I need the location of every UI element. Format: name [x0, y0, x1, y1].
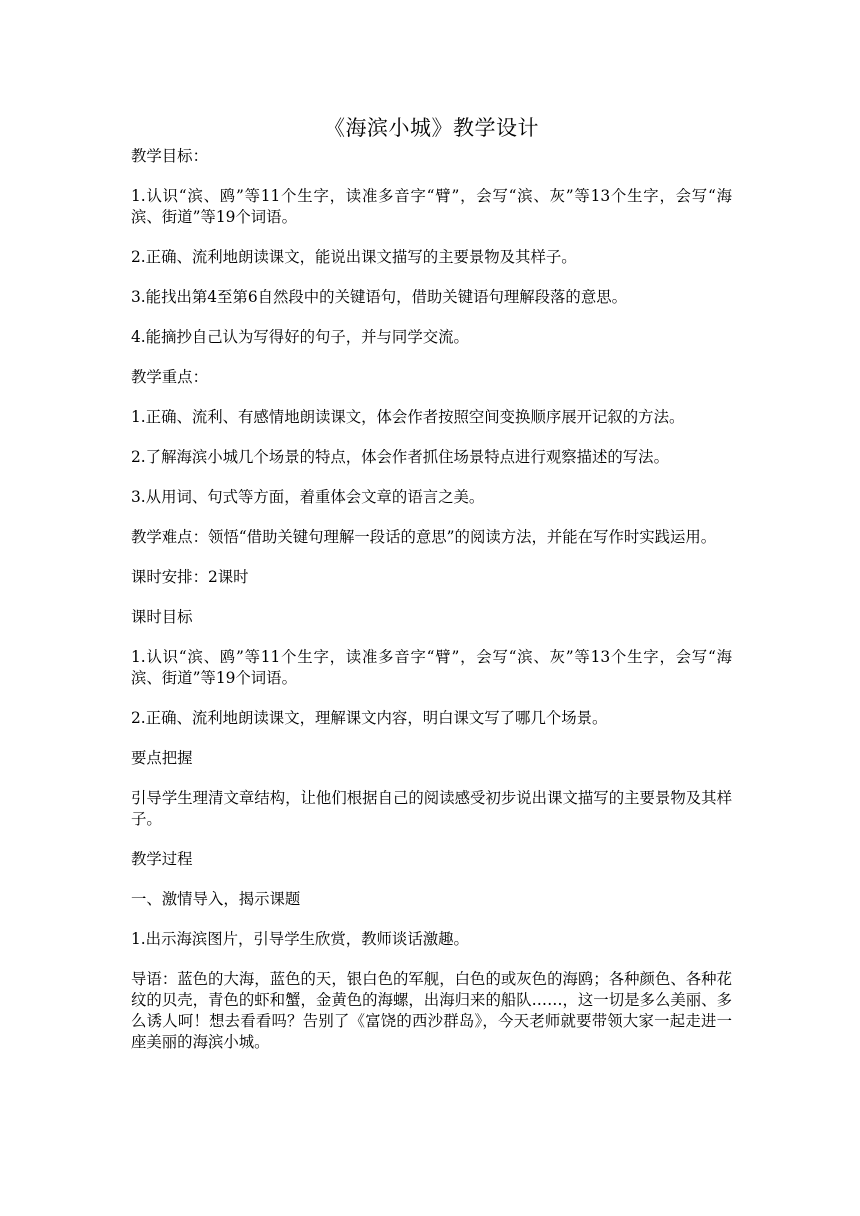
- heading-essentials: 要点把握: [131, 749, 193, 767]
- goal-item-2: 2.正确、流利地朗读课文，能说出课文描写的主要景物及其样子。: [131, 248, 577, 266]
- difficulty-paragraph: 教学难点：领悟“借助关键句理解一段话的意思”的阅读方法，并能在写作时实践运用。: [131, 528, 717, 546]
- section-heading-1: 一、激情导入，揭示课题: [131, 890, 301, 908]
- goal-item-1: 1.认识“滨、鸥”等11个生字，读准多音字“臂”，会写“滨、灰”等13个生字，会写“海滨、街道”等19个词语。: [131, 187, 732, 226]
- heading-teaching-goals: 教学目标：: [131, 147, 208, 165]
- document-title: 《海滨小城》教学设计: [324, 116, 539, 140]
- intro-paragraph: 导语：蓝色的大海，蓝色的天，银白色的军舰，白色的或灰色的海鸥；各种颜色、各种花纹的贝壳，青色的虾和蟹，金黄色的海螺，出海归来的船队……，这一切是多么美丽、多么诱人呵！想去看看吗？告别了《富饶的西沙群岛》，今天老师就要带领大家一起走进一座美丽的海滨小城。: [131, 970, 732, 1051]
- key-point-2: 2.了解海滨小城几个场景的特点，体会作者抓住场景特点进行观察描述的写法。: [131, 448, 669, 466]
- essentials-paragraph: 引导学生理清文章结构，让他们根据自己的阅读感受初步说出课文描写的主要景物及其样子。: [131, 789, 732, 828]
- process-step-1: 1.出示海滨图片，引导学生欣赏，教师谈话激趣。: [131, 930, 469, 948]
- lesson-goal-1: 1.认识“滨、鸥”等11个生字，读准多音字“臂”，会写“滨、灰”等13个生字，会写“海滨、街道”等19个词语。: [131, 648, 732, 687]
- goal-item-4: 4.能摘抄自己认为写得好的句子，并与同学交流。: [131, 328, 469, 346]
- heading-key-points: 教学重点：: [131, 368, 208, 386]
- key-point-1: 1.正确、流利、有感情地朗读课文，体会作者按照空间变换顺序展开记叙的方法。: [131, 408, 685, 426]
- key-point-3: 3.从用词、句式等方面，着重体会文章的语言之美。: [131, 488, 485, 506]
- lesson-goal-2: 2.正确、流利地朗读课文，理解课文内容，明白课文写了哪几个场景。: [131, 709, 608, 727]
- heading-lesson-goals: 课时目标: [131, 608, 193, 626]
- heading-teaching-process: 教学过程: [131, 850, 193, 868]
- goal-item-3: 3.能找出第4至第6自然段中的关键语句，借助关键语句理解段落的意思。: [131, 288, 627, 306]
- schedule-paragraph: 课时安排：2课时: [131, 568, 249, 586]
